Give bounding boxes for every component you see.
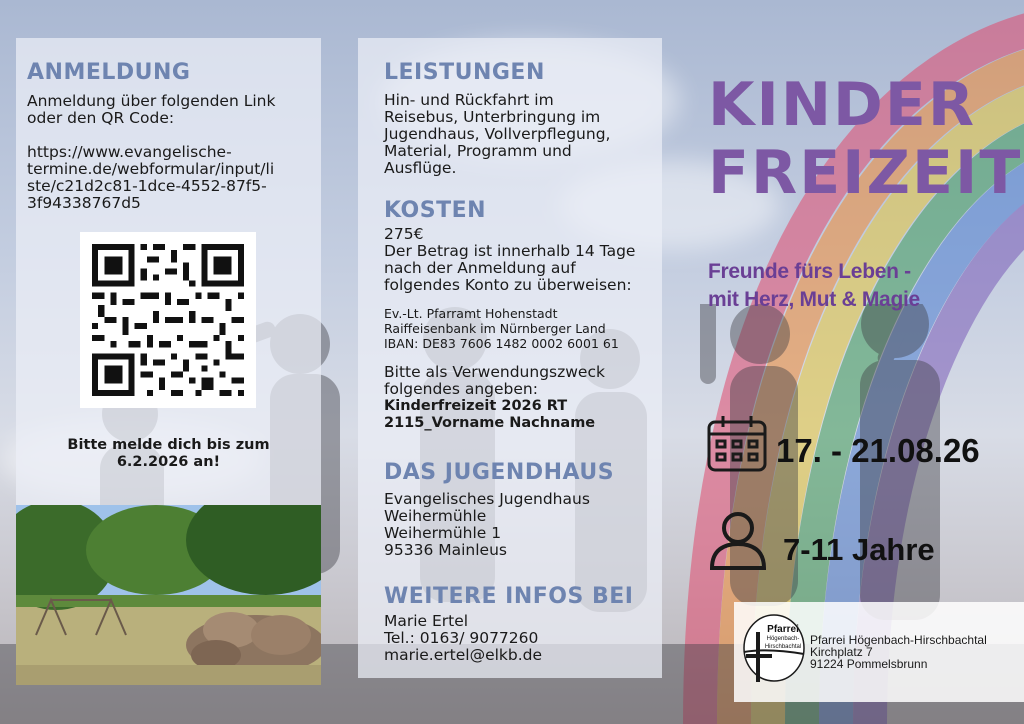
person-icon [706, 508, 770, 576]
payment-reference [384, 364, 659, 432]
contact-heading: WEITERE INFOS BEI [384, 584, 634, 609]
youth-house-line: Weihermühle 1 [384, 524, 502, 542]
registration-heading: ANMELDUNG [27, 60, 191, 85]
deadline-line: Bitte melde dich bis zum [67, 437, 270, 453]
reference-bold-line: 2115_Vorname Nachname [384, 415, 596, 431]
registration-intro-line: oder den QR Code: [27, 109, 175, 127]
youth-house-heading: DAS JUGENDHAUS [384, 460, 615, 485]
parish-address [810, 634, 987, 670]
services-section [384, 60, 659, 177]
registration-link[interactable]: https://www.evangelische- [27, 143, 232, 161]
services-line: Hin- und Rückfahrt im [384, 91, 554, 109]
subtitle-line: Freunde fürs Leben - [708, 260, 911, 283]
subtitle-line: mit Herz, Mut & Magie [708, 288, 920, 311]
costs-line: folgendes Konto zu überweisen: [384, 276, 632, 294]
parish-street: Kirchplatz 7 [810, 645, 873, 659]
services-line: Material, Programm und [384, 142, 572, 160]
contact-name: Marie Ertel [384, 612, 469, 630]
bank-line: Raiffeisenbank im Nürnberger Land [384, 321, 606, 336]
services-line: Reisebus, Unterbringung im [384, 108, 601, 126]
registration-link[interactable]: termine.de/webformular/input/li [27, 160, 275, 178]
youth-house-line: Evangelisches Jugendhaus [384, 490, 590, 508]
parish-seal-text [760, 624, 806, 651]
parish-city: 91224 Pommelsbrunn [810, 657, 928, 671]
youth-house-line: 95336 Mainleus [384, 541, 507, 559]
reference-line: Bitte als Verwendungszweck [384, 363, 605, 381]
costs-heading: KOSTEN [384, 198, 487, 223]
registration-intro-line: Anmeldung über folgenden Link [27, 92, 276, 110]
bank-details [384, 306, 659, 351]
youth-house-line: Weihermühle [384, 507, 487, 525]
youth-house-photo [16, 505, 321, 685]
contact-section [384, 584, 659, 664]
seal-text-line: Pfarrei [767, 624, 799, 635]
registration-section [27, 60, 317, 212]
services-text [384, 92, 659, 177]
contact-phone[interactable]: Tel.: 0163/ 9077260 [384, 629, 539, 647]
deadline-notice [16, 437, 321, 471]
reference-line: folgendes angeben: [384, 380, 538, 398]
parish-name: Pfarrei Högenbach-Hirschbachtal [810, 633, 987, 647]
iban-line: IBAN: DE83 7606 1482 0002 6001 61 [384, 336, 619, 351]
title-line: FREIZEIT [708, 138, 1023, 208]
bank-line: Ev.-Lt. Pfarramt Hohenstadt [384, 306, 558, 321]
event-dates: 17. - 21.08.26 [776, 432, 980, 469]
registration-link[interactable]: ste/c21d2c81-1dce-4552-87f5- [27, 177, 267, 195]
deadline-line: 6.2.2026 an! [116, 454, 221, 470]
calendar-icon [706, 414, 768, 478]
registration-link[interactable]: 3f94338767d5 [27, 194, 141, 212]
contact-email[interactable]: marie.ertel@elkb.de [384, 646, 543, 664]
costs-section [384, 198, 659, 432]
youth-house-section [384, 460, 659, 559]
reference-bold-line: Kinderfreizeit 2026 RT [384, 398, 568, 414]
seal-text-line: Högenbach- [766, 636, 800, 642]
services-line: Jugendhaus, Vollverpflegung, [384, 125, 611, 143]
costs-line: nach der Anmeldung auf [384, 259, 576, 277]
qr-code[interactable] [80, 232, 256, 408]
costs-line: 275€ [384, 225, 424, 243]
title-line: KINDER [708, 70, 977, 140]
costs-line: Der Betrag ist innerhalb 14 Tage [384, 242, 636, 260]
parish-logo-box [734, 602, 1024, 702]
age-range: 7-11 Jahre [783, 532, 935, 567]
subtitle [708, 258, 920, 314]
services-line: Ausflüge. [384, 159, 457, 177]
seal-text-line: Hirschbachtal [764, 644, 802, 650]
services-heading: LEISTUNGEN [384, 60, 545, 85]
